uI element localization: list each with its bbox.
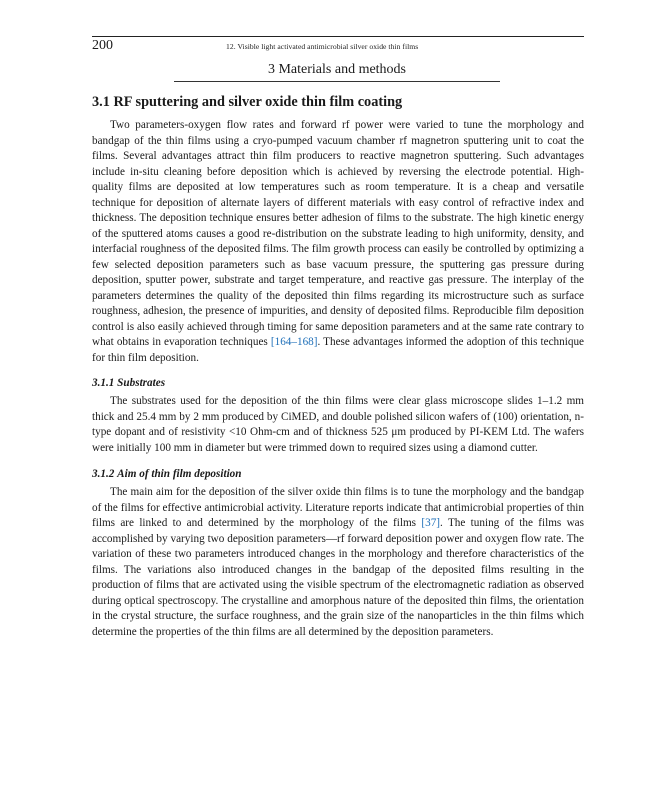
page-number: 200	[92, 38, 113, 53]
paragraph-text: The main aim for the deposition of the silver oxide thin films is to tune the morphology and the bandgap of the films for effective antimicrobial activity. Literature reports indicate that antimicrobial properties of thin films are linked to and determined by the morphology of the films	[92, 486, 584, 529]
running-head: 12. Visible light activated antimicrobial silver oxide thin films	[226, 42, 419, 51]
paragraph-text: Two parameters-oxygen flow rates and forward rf power were varied to tune the morphology and bandgap of the thin films using a cryo-pumped vacuum chamber rf magnetron sputtering unit to coat the films. Several advantages attract thin film producers to reactive magnetron sputtering. Such advantages include in-situ cleaning before deposition which is achieved by reversing the electrode potential. High-quality films are deposited at low temperatures such as room temperature. It is a cheap and versatile technique for deposition of alternate layers of different materials with easy control of refractive index and thickness. The deposition technique ensures better adhesion of films to the substrate. The high kinetic energy of the sputtered atoms causes a good re-distribution on the substrate leading to high uniformity, density, and interfacial roughness of the deposited films. The film growth process can easily be controlled by optimizing a few selected deposition parameters such as base vacuum pressure, the sputtering gas pressure during deposition, sputter power, substrate and target temperature, and reactive gas pressure. The interplay of the parameters determines the quality of the deposited thin films regarding its microstructure such as surface roughness, adhesion, the presence of impurities, and density of deposited films. Reproducible film deposition control is also easily achieved through timing for same deposition parameters and at the same rate contrary to what obtains in evaporation techniques	[92, 119, 584, 348]
citation-link[interactable]: [164–168]	[270, 336, 318, 348]
citation-link[interactable]: [37]	[421, 517, 441, 529]
heading-text: Aim of thin film deposition	[117, 468, 242, 480]
paragraph-text: . These advantages informed the adoption of this technique for thin film deposition.	[92, 336, 584, 364]
paragraph-substrates: The substrates used for the deposition of the thin films were clear glass microscope slides 1–1.2 mm thick and 25.4 mm by 2 mm produced by CiMED, and double polished silicon wafers of (100) orientation, n-type dopant and of resistivity <10 Ohm-cm and of thickness 525 μm produced by PI-KEM Ltd. The wafers were initially 100 mm in diameter but were trimmed down to required sizes using a diamond cutter.	[92, 395, 584, 454]
subsection-title-3-1: 3.1 RF sputtering and silver oxide thin film coating	[92, 94, 403, 110]
paragraph-rf-sputtering	[92, 118, 584, 366]
heading-text: Substrates	[117, 377, 166, 389]
page-header	[92, 36, 584, 57]
paragraph-text: . The tuning of the films was accomplished by varying two deposition parameters—rf forward deposition power and oxygen flow rate. The variation of these two parameters introduced changes in the morphology and therefore characteristics of the films. The variations also introduced changes in the bandgap of the deposited films resulting in the production of films that are activated using the visible spectrum of the electromagnetic radiation as observed during optical spectroscopy. The crystalline and amorphous nature of the deposited thin films, the orientation in the crystal structure, the surface roughness, and the grain size of the nanoparticles in the thin films which determine the properties of the thin films are all determined by the deposition parameters.	[92, 517, 584, 638]
heading-number: 3.1.1	[92, 377, 115, 389]
paragraph-aim	[92, 485, 584, 640]
subsubsection-title-3-1-2	[92, 466, 584, 482]
section-title: 3 Materials and methods	[174, 62, 500, 82]
heading-number: 3.1.2	[92, 468, 115, 480]
page-body	[92, 92, 584, 640]
subsubsection-title-3-1-1	[92, 375, 584, 391]
